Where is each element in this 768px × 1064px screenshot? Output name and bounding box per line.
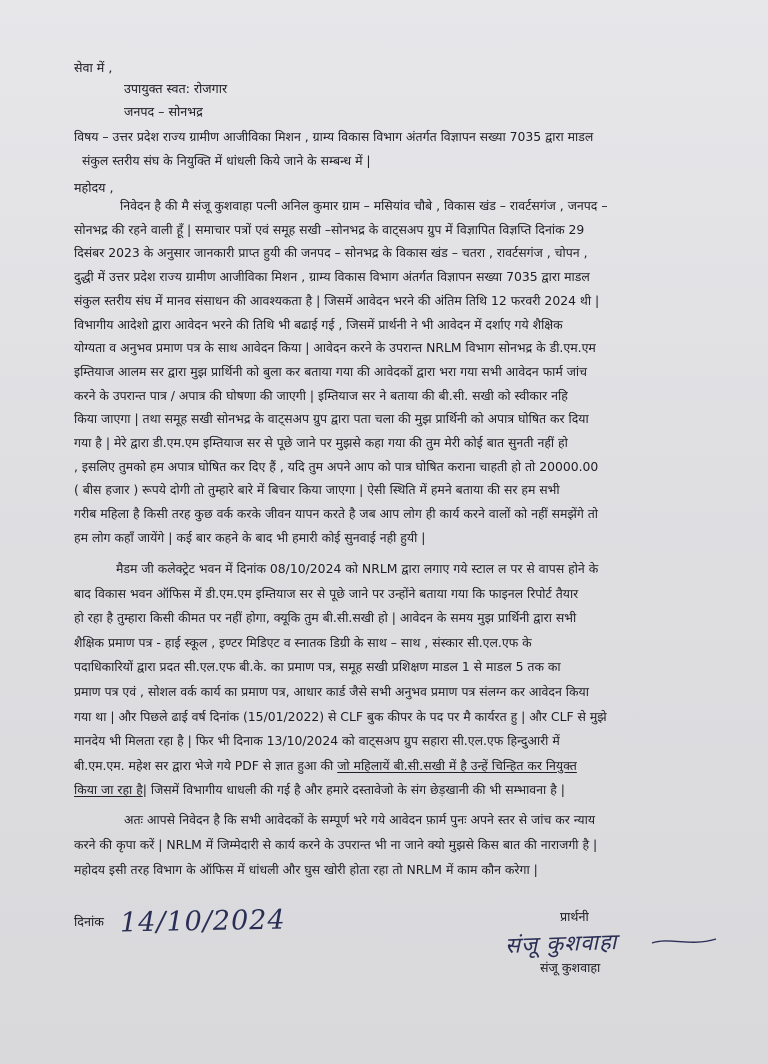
p2-line-text: बी.एम.एम. महेश सर द्वारा भेजे गये PDF से ज्ञात हुआ की — [74, 757, 338, 773]
p1-line: विभागीय आदेशो द्वारा आवेदन भरने की तिथि भी बढाई गई , जिसमें प्रार्थनी ने भी आवेदन में दर्शाए गये शैक्षिक — [74, 316, 563, 332]
p1-line: निवेदन है की मै संजू कुशवाहा पत्नी अनिल कुमार ग्राम – मसियांव चौबे , विकास खंड – रावर्टसगंज , जनपद – — [120, 198, 608, 213]
p2-line: गया था | और पिछले ढाई वर्ष दिनांक (15/01/2022) से CLF बुक कीपर के पद पर मै कार्यरत हु | और CLF से मुझे — [74, 708, 607, 724]
p2-line: शैक्षिक प्रमाण पत्र - हाई स्कूल , इण्टर मिडिएट व स्नातक डिग्री के साथ – साथ , संस्कार सी.एल.एफ के — [74, 634, 532, 650]
p1-line: दिसंबर 2023 के अनुसार जानकारी प्राप्त हुयी की जनपद – सोनभद्र के विकास खंड – चतरा , रावर्टसगंज , चोपन , — [74, 245, 588, 261]
greeting: महोदय , — [74, 180, 114, 195]
p1-line: सोनभद्र की रहने वाली हूँ | समाचार पत्रों एवं समूह सखी –सोनभद्र के वाट्सअप ग्रुप में विज्ञापित विज्ञप्ति दिनांक 29 — [74, 221, 585, 237]
p3-line: करने की कृपा करें | NRLM में जिम्मेदारी से कार्य करने के उपरान्त भी ना जाने क्यो मुझसे किस बात की नाराजगी है | — [74, 837, 598, 852]
p2-line: प्रमाण पत्र एवं , सोशल वर्क कार्य का प्रमाण पत्र, आधार कार्ड जैसे सभी अनुभव प्रमाण पत्र संलग्न कर आवेदन किया — [74, 683, 589, 699]
p2-line: बाद विकास भवन ऑफिस में डी.एम.एम इम्तियाज सर से पूछे जाने पर उन्होंने बताया गया कि फाइनल रिपोर्ट तैयार — [74, 585, 579, 601]
underlined-text: जो महिलायें बी.सी.सखी में है उन्हें चिन्हित कर नियुक्त — [337, 757, 577, 773]
signature: संजू कुशवाहा — [504, 930, 618, 959]
p2-line — [74, 778, 746, 803]
p1-line: किया जाएगा | तथा समूह सखी सोनभद्र के वाट्सअप ग्रुप द्वारा पता चला की मुझ प्रार्थिनी को अपात्र घोषित कर दिया — [74, 411, 589, 427]
p3-line: महोदय इसी तरह विभाग के ऑफिस में धांधली और घुस खोरी होता रहा तो NRLM में काम कौन करेगा | — [74, 862, 538, 877]
p2-line: पदाधिकारियों द्वारा प्रदत सी.एल.एफ बी.के. का प्रमाण पत्र, समूह सखी प्रशिक्षण माडल 1 से माडल 5 तक का — [74, 659, 561, 675]
p1-line: गया है | मेरे द्वारा डी.एम.एम इम्तियाज सर से पूछे जाने पर मुझसे कहा गया की तुम मेरी कोई बात सुनती नहीं हो — [74, 435, 568, 451]
p1-line: हम लोग कहाँ जायेंगे | कई बार कहने के बाद भी हमारी कोई सुनवाई नही हुयी | — [74, 529, 426, 545]
p1-line: करने के उपरान्त पात्र / अपात्र की घोषणा की जाएगी | इम्तियाज सर ने बताया की बी.सी. सखी को स्वीकार नहि — [74, 387, 568, 403]
subject-line-1: विषय – उत्तर प्रदेश राज्य ग्रामीण आजीविका मिशन , ग्राम्य विकास विभाग अंतर्गत विज्ञापन सख्या 7035 द्वारा माडल — [74, 129, 594, 144]
underlined-text: किया जा रहा है — [74, 782, 143, 798]
paragraph-2 — [74, 557, 746, 803]
signature-flourish — [650, 935, 720, 947]
recipient-district: जनपद – सोनभद्र — [124, 104, 203, 119]
handwritten-date: 14/10/2024 — [119, 904, 286, 939]
applicant-name: संजू कुशवाहा — [540, 960, 601, 975]
subject-line-2: संकुल स्तरीय संघ के नियुक्ति में धांधली किये जाने के सम्बन्ध में | — [82, 153, 371, 168]
p1-line: ( बीस हजार ) रूपये दोगी तो तुम्हारे बारे में बिचार किया जाएगा | ऐसी स्थिति में हमने बताया की सर हम सभी — [74, 482, 560, 498]
paragraph-1 — [74, 194, 746, 550]
p2-line: मैडम जी कलेक्ट्रेट भवन में दिनांक 08/10/2024 को NRLM द्वारा लगाए गये स्टाल ल पर से वापस होने के — [116, 561, 599, 576]
date-label: दिनांक — [74, 914, 104, 929]
p1-line: योग्यता व अनुभव प्रमाण पत्र के साथ आवेदन किया | आवेदन करने के उपरान्त NRLM विभाग सोनभद्र के डी.एम.एम — [74, 340, 596, 356]
paragraph-3 — [74, 807, 746, 882]
p1-line: संकुल स्तरीय संघ में मानव संसाधन की आवश्यकता है | जिसमें आवेदन भरने की अंतिम तिथि 12 फरवरी 2024 थी | — [74, 292, 600, 308]
p1-line: इम्तियाज आलम सर द्वारा मुझ प्रार्थिनी को बुला कर बताया गया की आवेदकों द्वारा भरा गया सभी आवेदन फार्म जांच — [74, 363, 587, 379]
applicant-label: प्रार्थनी — [560, 909, 589, 924]
p3-line: अतः आपसे निवेदन है कि सभी आवेदकों के सम्पूर्ण भरे गये आवेदन फ़ार्म पुनः अपने स्तर से जांच कर न्याय — [124, 812, 596, 827]
p2-line-text: | जिसमें विभागीय धाधली की गई है और हमारे दस्तावेजो के संग छेड़खानी की भी सम्भावना है | — [142, 782, 565, 798]
p2-line: हो रहा है तुम्हारा किसी कीमत पर नहीं होगा, क्यूकि तुम बी.सी.सखी हो | आवेदन के समय मुझ प्रार्थिनी द्वारा सभी — [74, 610, 577, 626]
salutation-to: सेवा में , — [74, 60, 113, 75]
recipient-title: उपायुक्त स्वत: रोजगार — [124, 81, 228, 96]
p1-line: , इसलिए तुमको हम अपात्र घोषित कर दिए हैं , यदि तुम अपने आप को पात्र घोषित कराना चाहती हो तो 20000.00 — [74, 458, 599, 474]
p2-line — [74, 754, 746, 779]
p1-line: दुद्धी में उत्तर प्रदेश राज्य ग्रामीण आजीविका मिशन , ग्राम्य विकास विभाग अंतर्गत विज्ञापन सख्या 7035 द्वारा माडल — [74, 269, 590, 285]
p1-line: गरीब महिला है किसी तरह कुछ वर्क करके जीवन यापन करते है जब आप लोग ही कार्य करने वालों को नहीं समझेंगे तो — [74, 506, 599, 522]
p2-line: मानदेय भी मिलता रहा है | फिर भी दिनाक 13/10/2024 को वाट्सअप ग्रुप सहारा सी.एल.एफ हिन्दुआरी में — [74, 733, 560, 749]
